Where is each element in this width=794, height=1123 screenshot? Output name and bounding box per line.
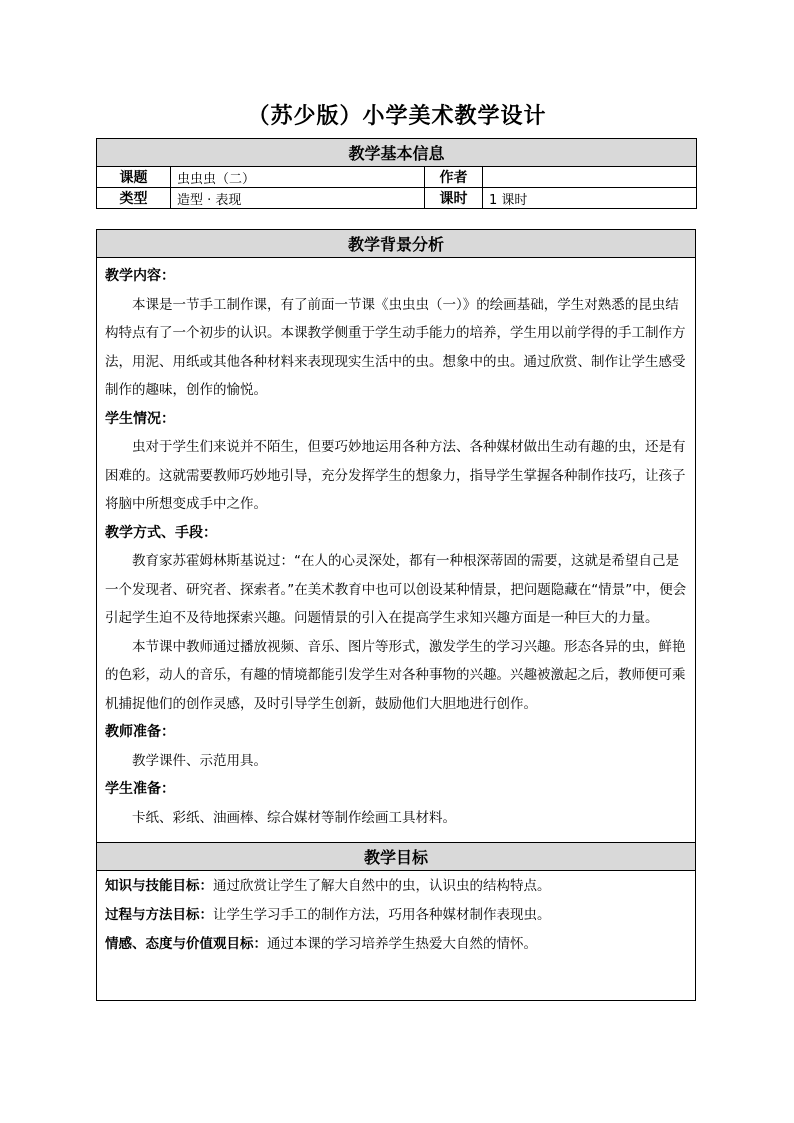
type-value: 造型 · 表现 (171, 188, 425, 209)
students-label: 学生情况： (105, 410, 175, 427)
teacher-prep-label: 教师准备： (105, 724, 175, 740)
basic-info-table (96, 138, 697, 209)
background-goals-table (96, 229, 696, 1001)
basic-info-header: 教学基本信息 (97, 139, 697, 167)
teacher-prep-text: 教学课件、示范用具。 (132, 752, 267, 769)
background-content (97, 258, 696, 843)
document-title: （苏少版）小学美术教学设计 (247, 104, 547, 129)
emotion-goal (105, 930, 687, 959)
process-goal (105, 901, 687, 930)
goals-header: 教学目标 (97, 843, 696, 871)
author-value (483, 167, 697, 188)
background-header: 教学背景分析 (97, 230, 696, 258)
knowledge-goal-text: 通过欣赏让学生了解大自然中的虫，认识虫的结构特点。 (213, 878, 551, 894)
student-prep-text: 卡纸、彩纸、油画棒、综合媒材等制作绘画工具材料。 (132, 809, 456, 826)
process-goal-label: 过程与方法目标： (105, 907, 213, 923)
content-paragraph: 本课是一节手工制作课，有了前面一节课《虫虫虫（一）》的绘画基础，学生对熟悉的昆虫结构特点有了一个初步的认识。本课教学侧重于学生动手能力的培养，学生用以前学得的手工制作方法，用泥、用纸或其他各种材料来表现现实生活中的虫。想象中的虫。通过欣赏、制作让学生感受制作的趣味，创作的愉悦。 (105, 296, 686, 398)
course-value: 虫虫虫（二） (171, 167, 425, 188)
knowledge-goal (105, 872, 687, 901)
methods-paragraph-2: 本节课中教师通过播放视频、音乐、图片等形式，激发学生的学习兴趣。形态各异的虫，鲜艳的色彩，动人的音乐，有趣的情境都能引发学生对各种事物的兴趣。兴趣被激起之后，教师便可乘机捕捉他们的创作灵感，及时引导学生创新，鼓励他们大胆地进行创作。 (105, 638, 686, 712)
goals-content (97, 871, 696, 1001)
process-goal-text: 让学生学习手工的制作方法，巧用各种媒材制作表现虫。 (213, 907, 551, 923)
emotion-goal-label: 情感、态度与价值观目标： (105, 936, 267, 952)
methods-paragraph-1: 教育家苏霍姆林斯基说过：“在人的心灵深处，都有一种根深蒂固的需要，这就是希望自己是一个发现者、研究者、探索者。”在美术教育中也可以创设某种情景，把问题隐藏在“情景”中，便会引起学生迫不及待地探索兴趣。问题情景的引入在提高学生求知兴趣方面是一种巨大的力量。 (105, 553, 687, 626)
type-label: 类型 (97, 188, 171, 209)
methods-label: 教学方式、手段： (105, 524, 217, 541)
student-prep-label: 学生准备： (105, 781, 175, 797)
hours-value: 1 课时 (483, 188, 697, 209)
course-label: 课题 (97, 167, 171, 188)
hours-label: 课时 (425, 188, 483, 209)
knowledge-goal-label: 知识与技能目标： (105, 878, 213, 894)
emotion-goal-text: 通过本课的学习培养学生热爱大自然的情怀。 (267, 936, 537, 952)
students-paragraph: 虫对于学生们来说并不陌生，但要巧妙地运用各种方法、各种媒材做出生动有趣的虫，还是有困难的。这就需要教师巧妙地引导，充分发挥学生的想象力，指导学生掌握各种制作技巧，让孩子将脑中所想变成手中之作。 (105, 439, 686, 512)
content-label: 教学内容： (105, 268, 175, 284)
author-label: 作者 (425, 167, 483, 188)
